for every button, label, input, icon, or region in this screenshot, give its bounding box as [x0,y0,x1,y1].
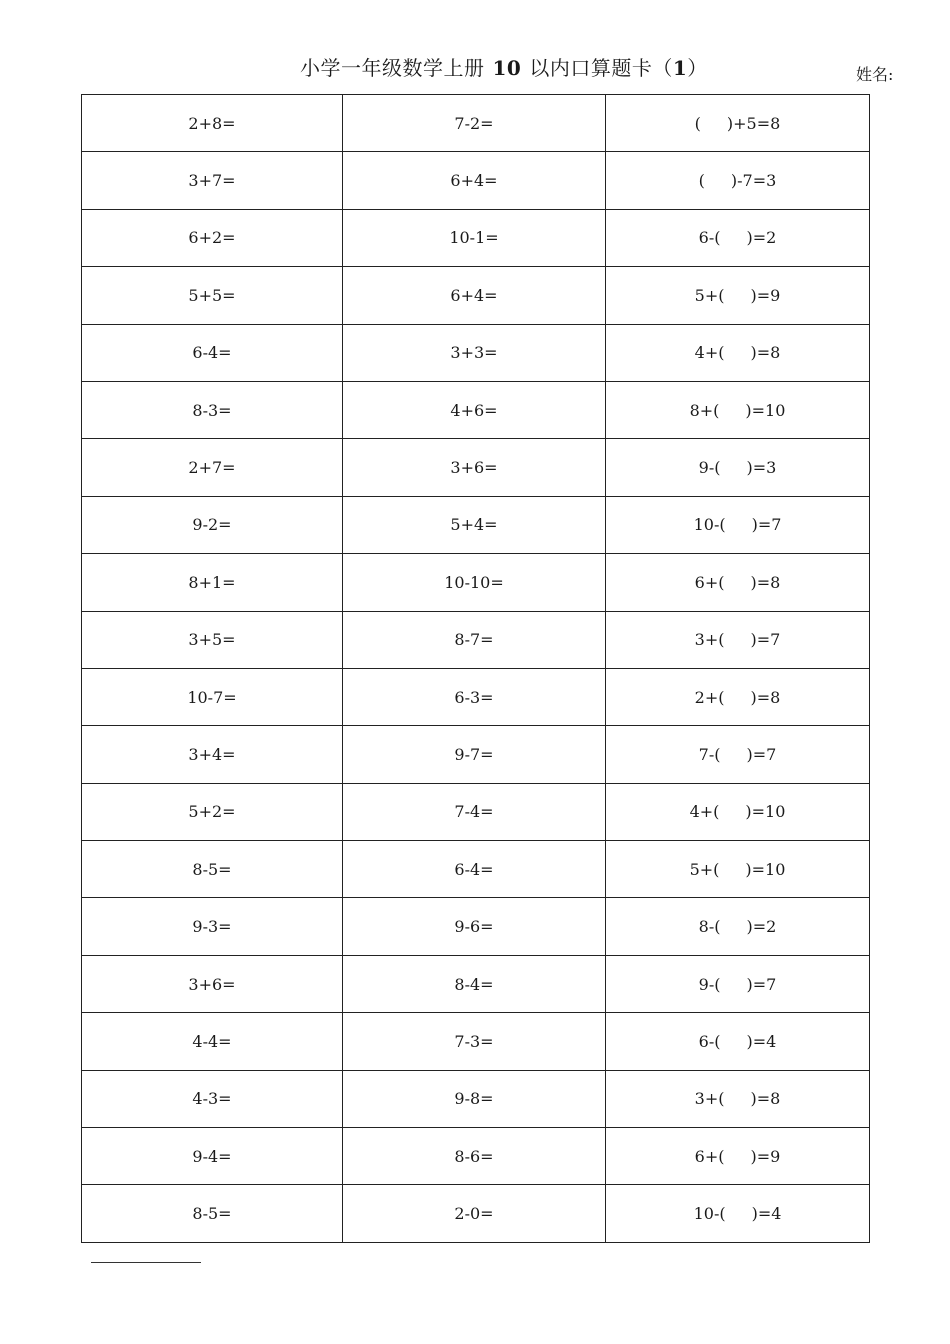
problem-cell [82,783,343,840]
problem-text: 6+( )=9 [694,1146,781,1166]
problem-cell [82,439,343,496]
footer-divider [91,1262,201,1263]
problem-text: 4-4= [192,1031,232,1051]
problem-cell [606,267,870,324]
problem-cell [343,439,606,496]
problem-text: 5+4= [450,515,498,535]
problem-text: 3+( )=7 [694,630,781,650]
table-row [82,898,870,955]
problem-text: 9-( )=7 [698,974,777,994]
problem-cell [343,1185,606,1243]
problem-cell [606,1013,870,1070]
table-row [82,841,870,898]
problem-text: 10-( )=7 [693,515,782,535]
table-row [82,1070,870,1127]
problem-cell [82,898,343,955]
table-row [82,152,870,209]
table-row [82,1185,870,1243]
problem-cell [343,554,606,611]
page-title [300,52,708,81]
table-row [82,209,870,266]
problem-cell [343,898,606,955]
problem-text: 6+4= [450,171,498,191]
title-prefix: 小学一年级数学上册 [300,56,485,80]
problem-cell [606,955,870,1012]
problem-cell [82,152,343,209]
table-row [82,668,870,725]
problem-text: 3+4= [188,744,236,764]
problem-cell [82,726,343,783]
problem-cell [82,668,343,725]
table-row [82,955,870,1012]
problem-text: 8-( )=2 [698,917,777,937]
problem-cell [343,783,606,840]
problem-cell [82,554,343,611]
problem-cell [606,898,870,955]
problem-text: 10-7= [187,687,237,707]
problem-text: 8-6= [454,1146,494,1166]
title-close: ） [687,56,708,80]
problem-text: 2+7= [188,458,236,478]
problem-text: 6+( )=8 [694,572,781,592]
name-label: 姓名: [856,65,894,84]
problem-text: ( )+5=8 [694,113,781,133]
problem-cell [606,783,870,840]
table-row [82,324,870,381]
table-row [82,496,870,553]
problem-cell [343,381,606,438]
problem-cell [343,1013,606,1070]
problem-text: 9-7= [454,744,494,764]
problem-cell [343,841,606,898]
problem-cell [343,1128,606,1185]
problem-text: 8-5= [192,859,232,879]
table-row [82,95,870,152]
problem-text: 9-8= [454,1089,494,1109]
problem-cell [82,209,343,266]
problem-text: 7-4= [454,802,494,822]
table-row [82,554,870,611]
problem-cell [606,496,870,553]
arithmetic-table [81,94,870,1243]
problem-cell [82,955,343,1012]
problem-text: 8+1= [188,572,236,592]
table-row [82,381,870,438]
problem-text: 5+( )=9 [694,285,781,305]
problem-cell [606,95,870,152]
problem-text: 9-2= [192,515,232,535]
problem-text: 8-4= [454,974,494,994]
arithmetic-table-body [82,95,870,1243]
problem-text: 8-5= [192,1204,232,1224]
problem-cell [82,1128,343,1185]
problem-text: 6-3= [454,687,494,707]
table-row [82,267,870,324]
problem-cell [606,668,870,725]
problem-text: 6-4= [454,859,494,879]
problem-cell [82,381,343,438]
problem-text: 10-1= [449,228,499,248]
problem-cell [82,841,343,898]
problem-text: 9-( )=3 [698,458,777,478]
problem-text: 3+( )=8 [694,1089,781,1109]
problem-text: 6-4= [192,343,232,363]
table-row [82,1013,870,1070]
problem-cell [343,209,606,266]
problem-text: 4-3= [192,1089,232,1109]
problem-cell [606,152,870,209]
title-number: 10 [492,56,522,80]
problem-cell [343,955,606,1012]
table-row [82,726,870,783]
problem-cell [343,668,606,725]
problem-cell [343,1070,606,1127]
problem-text: 9-3= [192,917,232,937]
problem-text: 8+( )=10 [689,400,786,420]
problem-text: 4+( )=10 [689,802,786,822]
problem-text: 4+6= [450,400,498,420]
problem-cell [343,267,606,324]
problem-text: 3+6= [188,974,236,994]
problem-text: ( )-7=3 [698,171,777,191]
problem-cell [343,726,606,783]
problem-cell [343,611,606,668]
problem-text: 2+8= [188,113,236,133]
problem-cell [343,95,606,152]
problem-text: 5+5= [188,285,236,305]
problem-text: 4+( )=8 [694,343,781,363]
problem-text: 8-3= [192,400,232,420]
problem-cell [606,1128,870,1185]
problem-cell [343,152,606,209]
problem-cell [82,324,343,381]
table-row [82,1128,870,1185]
problem-cell [606,381,870,438]
problem-cell [82,496,343,553]
title-suffix: 以内口算题卡（ [529,56,673,80]
problem-text: 6+4= [450,285,498,305]
problem-text: 3+7= [188,171,236,191]
problem-text: 10-( )=4 [693,1204,782,1224]
problem-cell [343,496,606,553]
problem-cell [606,841,870,898]
problem-cell [82,1185,343,1243]
problem-text: 3+5= [188,630,236,650]
problem-cell [606,324,870,381]
table-row [82,611,870,668]
problem-text: 8-7= [454,630,494,650]
problem-cell [606,209,870,266]
problem-text: 9-6= [454,917,494,937]
problem-cell [82,1013,343,1070]
problem-cell [606,439,870,496]
table-row [82,439,870,496]
title-card-number: 1 [672,56,688,80]
problem-cell [606,1070,870,1127]
problem-text: 5+( )=10 [689,859,786,879]
problem-cell [82,1070,343,1127]
problem-text: 3+3= [450,343,498,363]
problem-text: 6-( )=4 [698,1031,777,1051]
problem-cell [606,726,870,783]
problem-cell [606,554,870,611]
problem-text: 6-( )=2 [698,228,777,248]
problem-text: 9-4= [192,1146,232,1166]
problem-text: 3+6= [450,458,498,478]
problem-text: 2+( )=8 [694,687,781,707]
problem-text: 7-( )=7 [698,744,777,764]
problem-cell [82,95,343,152]
problem-text: 7-3= [454,1031,494,1051]
problem-cell [82,267,343,324]
problem-cell [82,611,343,668]
table-row [82,783,870,840]
problem-text: 2-0= [454,1204,494,1224]
problem-text: 7-2= [454,113,494,133]
problem-cell [606,611,870,668]
problem-cell [606,1185,870,1243]
problem-text: 10-10= [444,572,504,592]
problem-text: 6+2= [188,228,236,248]
problem-text: 5+2= [188,802,236,822]
problem-cell [343,324,606,381]
